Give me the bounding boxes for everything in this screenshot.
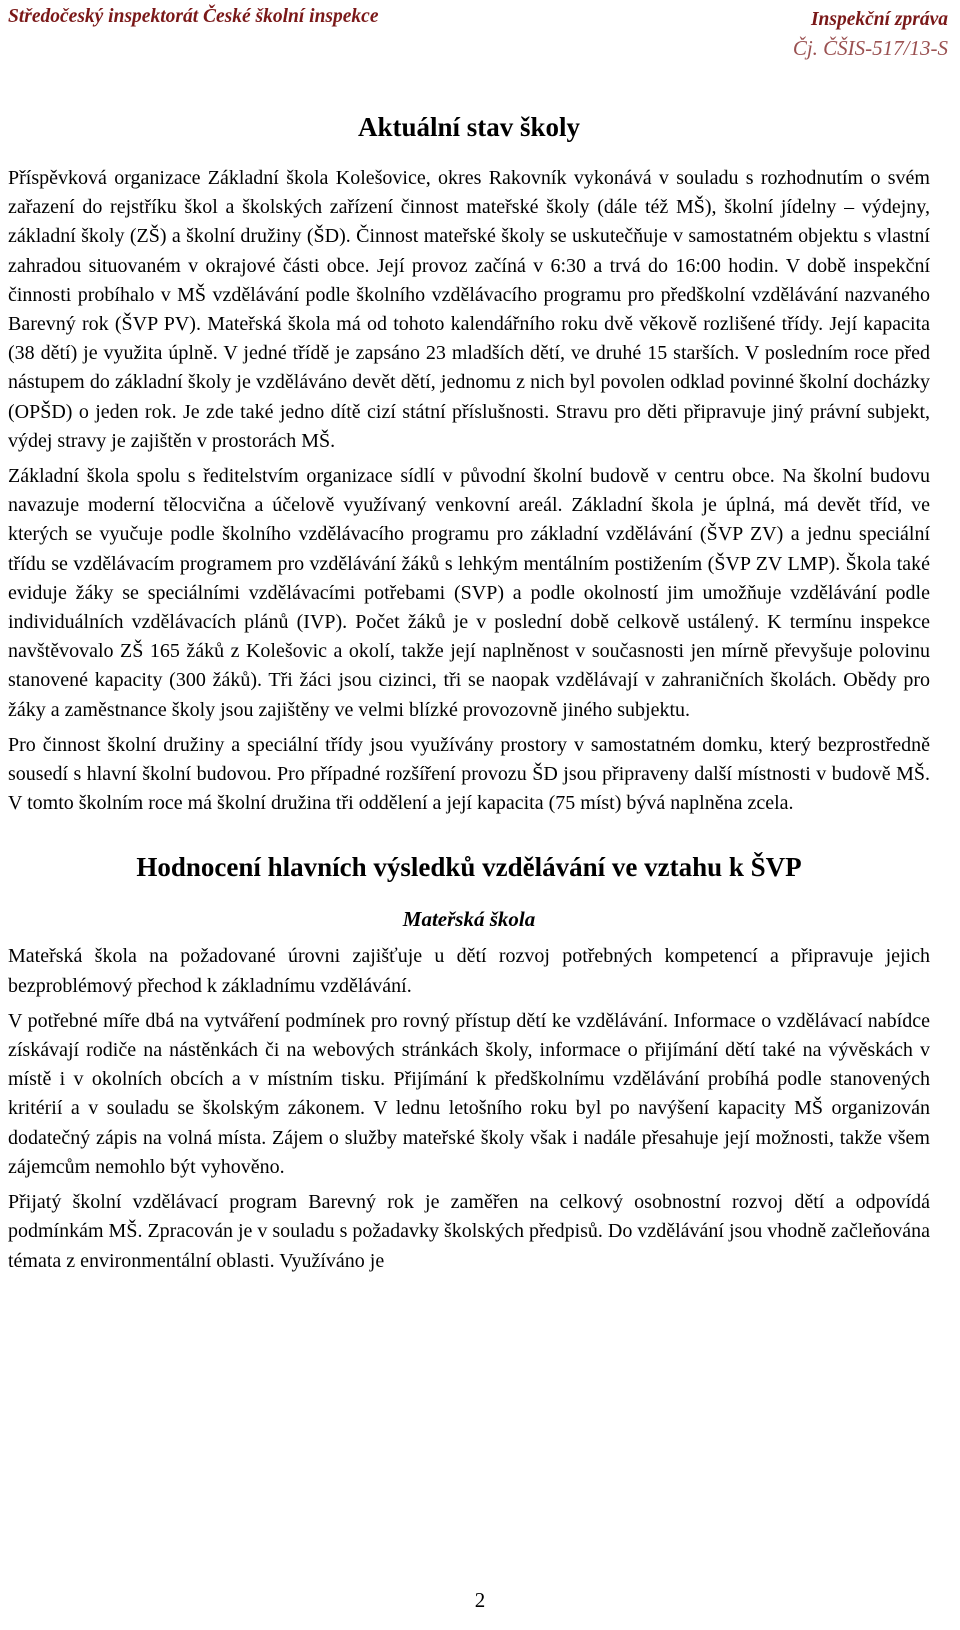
paragraph: Pro činnost školní družiny a speciální třídy jsou využívány prostory v samostatném domku, který bezprostředně sousedí s hlavní školní budovou. Pro případné rozšíření provozu ŠD jsou připraveny další místnosti v budově MŠ. V tomto školním roce má školní družina tři oddělení a její kapacita (75 míst) bývá naplněna zcela. xyxy=(8,733,930,815)
section-title-evaluation: Hodnocení hlavních výsledků vzdělávání ve vztahu k ŠVP xyxy=(136,852,802,883)
paragraph: Přijatý školní vzdělávací program Barevný rok je zaměřen na celkový osobnostní rozvoj dětí a odpovídá podmínkám MŠ. Zpracován je v souladu s požadavky školských předpisů. Do vzdělávání jsou vhodně začleňována témata z environmentální oblasti. Využíváno je xyxy=(8,1191,931,1272)
page-number: 2 xyxy=(474,1588,486,1612)
inspectorate-name: Středočeský inspektorát České školní inspekce xyxy=(8,6,379,27)
paragraph: V potřebné míře dbá na vytváření podmínek pro rovný přístup dětí ke vzdělávání. Informace o vzdělávací nabídce získávají rodiče na nástěnkách či na webových stránkách školy, informace o přijímání dětí také na vývěskách v místě i v okolních obcích a v místním tisku. Přijímání k předškolnímu vzdělávání probíhá podle stanovených kritérií a v souladu se školským zákonem. V lednu letošního roku byl po navýšení kapacity MŠ organizován dodatečný zápis na volná místa. Zájem o služby mateřské školy však i nadále přesahuje její možnosti, takže všem zájemcům nemohlo být vyhověno. xyxy=(8,1009,930,1178)
paragraph: Příspěvková organizace Základní škola Kolešovice, okres Rakovník vykonává v souladu s rozhodnutím o svém zařazení do rejstříku škol a školských zařízení činnost mateřské školy (dále též MŠ), školní jídelny – výdejny, základní školy (ZŠ) a školní družiny (ŠD). Činnost mateřské školy se uskutečňuje v samostatném objektu s vlastní zahradou situovaném v okrajové části obce. Její provoz začíná v 6:30 a trvá do 16:00 hodin. V době inspekční činnosti probíhalo v MŠ vzdělávání podle školního vzdělávacího programu pro předškolní vzdělávání nazvaného Barevný rok (ŠVP PV). Mateřská škola má od tohoto kalendářního roku dvě věkově rozlišené třídy. Její kapacita (38 dětí) je využita úplně. V jedné třídě je zapsáno 23 mladších dětí, ve druhé 15 starších. V posledním roce před nástupem do základní školy je vzděláváno devět dětí, jednomu z nich byl povolen odklad povinné školní docházky (OPŠD) o jeden rok. Je zde také jedno dítě cizí státní příslušnosti. Stravu pro děti připravuje jiný právní subjekt, výdej stravy je zajištěn v prostorách MŠ. xyxy=(8,167,930,452)
report-header-right xyxy=(793,6,948,62)
paragraph: Mateřská škola na požadované úrovni zajišťuje u dětí rozvoj potřebných kompetencí a připravuje jejich bezproblémový přechod k základnímu vzdělávání. xyxy=(8,945,930,997)
subsection-title-kindergarten: Mateřská škola xyxy=(402,907,536,932)
reference-number: Čj. ČŠIS-517/13-S xyxy=(792,36,948,60)
section-title-current-state: Aktuální stav školy xyxy=(357,112,581,142)
paragraph: Základní škola spolu s ředitelstvím organizace sídlí v původní školní budově v centru obce. Na školní budovu navazuje moderní tělocvična a účelově využívaný venkovní areál. Základní škola je úplná, má devět tříd, ve kterých se vyučuje podle školního vzdělávacího programu pro základní vzdělávání (ŠVP ZV) a jednu speciální třídu se vzdělávacím programem pro vzdělávání žáků s lehkým mentálním postižením (ŠVP ZV LMP). Škola také eviduje žáky se speciálními vzdělávacími potřebami (SVP) a podle okolností jim umožňuje vzdělávání podle individuálních vzdělávacích plánů (IVP). Počet žáků je v poslední době celkově ustálený. K termínu inspekce navštěvovalo ZŠ 165 žáků z Kolešovic a okolí, takže její naplněnost v současnosti jen mírně převyšuje polovinu stanovené kapacity (300 žáků). Tři žáci jsou cizinci, tři se naopak vzdělávají v zahraničních školách. Obědy pro žáky a zaměstnance školy jsou zajištěny ve velmi blízké provozovně jiného subjektu. xyxy=(8,465,930,721)
document-body xyxy=(8,110,930,1282)
page-header xyxy=(8,6,948,62)
report-type: Inspekční zpráva xyxy=(810,9,948,30)
